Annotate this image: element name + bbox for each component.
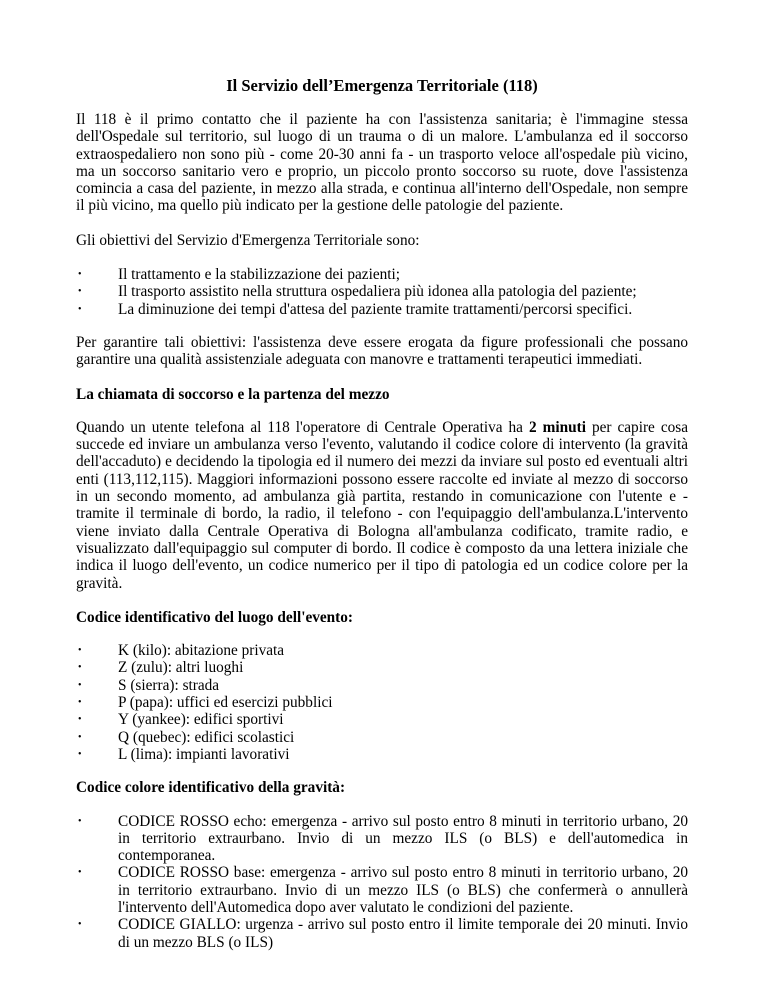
list-item: • P (papa): uffici ed esercizi pubblici: [78, 694, 333, 712]
list-item: • Q (quebec): edifici scolastici: [78, 728, 295, 746]
intro-paragraph: Il 118 è il primo contatto che il paziente ha con l'assistenza sanitaria; è l'immagine stessa dell'Ospedale sul territorio, sul luogo di un trauma o di un malore. L'ambulanza ed il soccorso extraospedaliero non sono più - come 20-30 anni fa - un trasporto veloce all'ospedale più vicino, ma un soccorso sanitario vero e proprio, un piccolo pronto soccorso su ruote, dove l'assistenza comincia a casa del paziente, in mezzo alla strada, e continua all'interno dell'Ospedale, non sempre il più vicino, ma quello più indicato per la gestione delle patologie del paziente.: [76, 111, 688, 215]
color-codes-list: [76, 813, 688, 951]
bullet-icon: •: [78, 697, 82, 709]
section-heading-place: Codice identificativo del luogo dell'evento:: [76, 608, 354, 626]
list-item: • La diminuzione dei tempi d'attesa del paziente tramite trattamenti/percorsi specifici.: [78, 300, 633, 318]
bullet-icon: •: [78, 286, 82, 298]
bullet-icon: •: [78, 269, 82, 281]
list-item: • Il trattamento e la stabilizzazione dei pazienti;: [78, 266, 401, 284]
place-codes-list: [76, 642, 688, 763]
list-item: • S (sierra): strada: [78, 676, 220, 694]
list-item: • CODICE GIALLO: urgenza - arrivo sul posto entro il limite temporale dei 20 minuti. Invio di un mezzo BLS (o ILS): [78, 916, 688, 951]
bullet-icon: •: [78, 679, 82, 691]
section-heading-call: La chiamata di soccorso e la partenza del mezzo: [76, 385, 390, 403]
list-item: • CODICE ROSSO base: emergenza - arrivo sul posto entro 8 minuti in territorio urbano, 20 in territorio extraurbano. Invio di un mezzo ILS (o BLS) che confermerà o annullerà l'intervento dell'Automedica dopo aver valutato le condizioni del paziente.: [78, 864, 688, 916]
section-heading-color: Codice colore identificativo della gravità:: [76, 779, 346, 797]
page-title: Il Servizio dell’Emergenza Territoriale (118): [226, 76, 538, 95]
time-limit-highlight: 2 minuti: [528, 418, 586, 436]
bullet-icon: •: [78, 303, 82, 315]
bullet-icon: •: [78, 748, 82, 760]
list-item: • L (lima): impianti lavorativi: [78, 745, 290, 763]
objectives-intro: Gli obiettivi del Servizio d'Emergenza Territoriale sono:: [76, 231, 420, 249]
call-paragraph: Quando un utente telefona al 118 l'operatore di Centrale Operativa ha 2 minuti per capire cosa succede ed inviare un ambulanza verso l'evento, valutando il codice colore di intervento (la gravità dell'accaduto) e decidendo la tipologia ed il numero dei mezzi da inviare sul posto ed eventuali altri enti (113,112,115). Maggiori informazioni possono essere raccolte ed inviate al mezzo di soccorso in un secondo momento, ad ambulanza già partita, restando in comunicazione con l'utente e - tramite il terminale di bordo, la radio, il telefono - con l'equipaggio dell'ambulanza.L'intervento viene inviato dalla Centrale Operativa di Bologna all'ambulanza codificato, tramite radio, e visualizzato dall'equipaggio sul computer di bordo. Il codice è composto da una lettera iniziale che indica il luogo dell'evento, un codice numerico per il tipo di patologia ed un codice colore per la gravità.: [76, 418, 689, 592]
list-item: • Il trasporto assistito nella struttura ospedaliera più idonea alla patologia del paziente;: [78, 283, 637, 301]
bullet-icon: •: [78, 731, 82, 743]
bullet-icon: •: [78, 714, 82, 726]
bullet-icon: •: [78, 919, 82, 931]
objectives-list: [76, 266, 688, 318]
list-item: • CODICE ROSSO echo: emergenza - arrivo sul posto entro 8 minuti in territorio urbano, 20 in territorio extraurbano. Invio di un mezzo ILS (o BLS) e dell'automedica in contemporanea.: [78, 812, 688, 865]
bullet-icon: •: [78, 815, 82, 827]
list-item: • Y (yankee): edifici sportivi: [78, 711, 284, 729]
bullet-icon: •: [78, 645, 82, 657]
bullet-icon: •: [78, 662, 82, 674]
bullet-icon: •: [78, 867, 82, 879]
list-item: • K (kilo): abitazione privata: [78, 642, 285, 660]
objectives-note: Per garantire tali obiettivi: l'assistenza deve essere erogata da figure professionali che possano garantire una qualità assistenziale adeguata con manovre e trattamenti terapeutici immediati.: [76, 333, 688, 369]
list-item: • Z (zulu): altri luoghi: [78, 659, 244, 677]
